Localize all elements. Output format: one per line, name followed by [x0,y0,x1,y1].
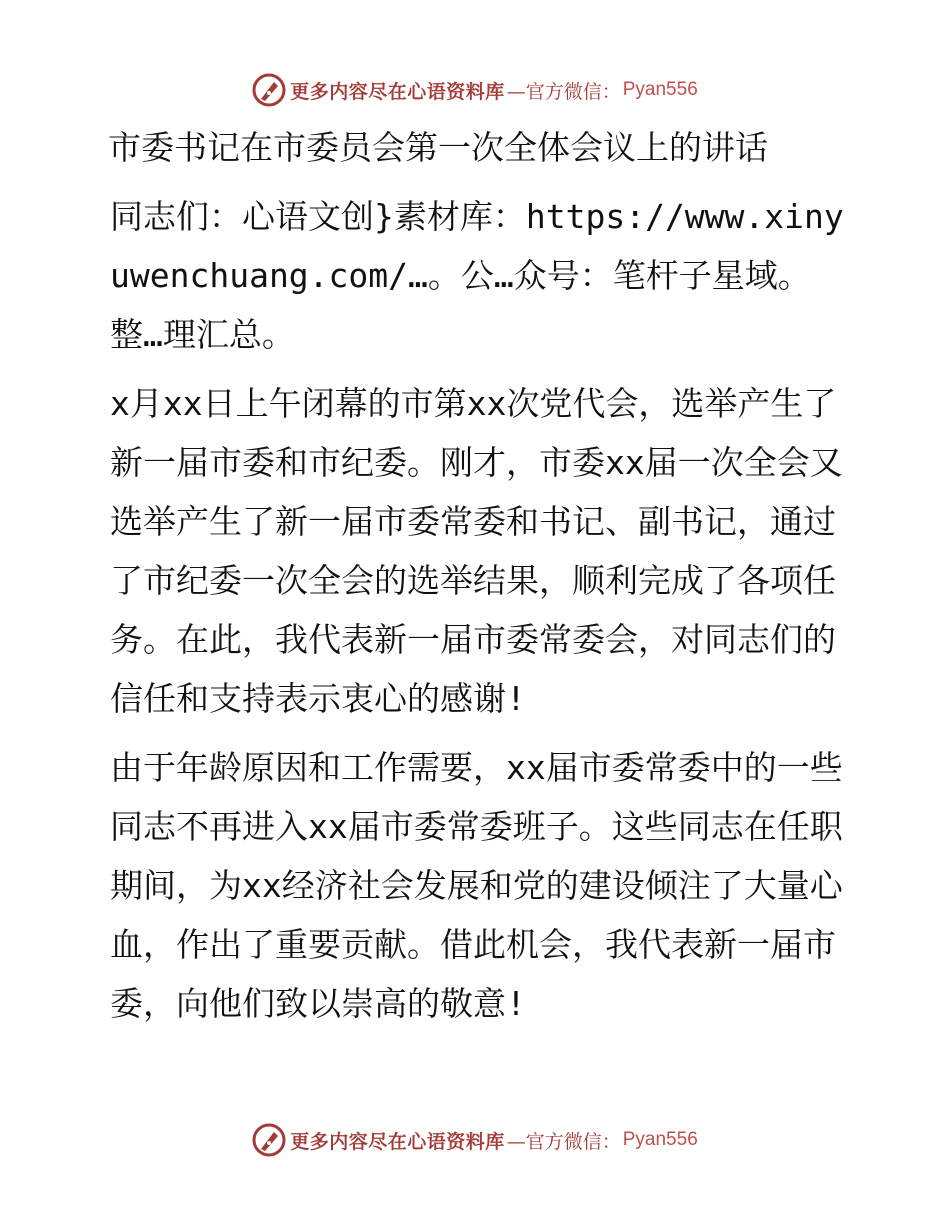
header-wechat-id: Pyan556 [622,79,698,100]
document-body [98,118,858,1043]
pen-nib-logo-icon [252,73,286,107]
footer-banner-text: 更多内容尽在心语资料库 [290,1130,505,1153]
paragraph: 由于年龄原因和工作需要，xx届市委常委中的一些同志不再进入xx届市委常委班子。这些同志在任职期间，为xx经济社会发展和党的建设倾注了大量心血，作出了重要贡献。借此机会，我代表新一届市委，向他们致以崇高的敬意! [110,748,843,1023]
document-title: 市委书记在市委员会第一次全体会议上的讲话 [108,128,768,167]
footer-wechat-id: Pyan556 [622,1129,698,1150]
footer-banner-label: —官方微信： [506,1130,621,1153]
footer-banner [0,1120,950,1160]
paragraph: 同志们：心语文创}素材库：https://www.xinyuwenchuang.com/…。公…众号：笔杆子星域。整…理汇总。 [110,197,844,354]
header-banner-label: —官方微信： [506,80,621,103]
pen-nib-logo-icon [252,1123,286,1157]
header-banner [0,70,950,110]
header-banner-text: 更多内容尽在心语资料库 [290,80,505,103]
paragraph: x月xx日上午闭幕的市第xx次党代会，选举产生了新一届市委和市纪委。刚才，市委xx届一次全会又选举产生了新一届市委常委和书记、副书记，通过了市纪委一次全会的选举结果，顺利完成了各项任务。在此，我代表新一届市委常委会，对同志们的信任和支持表示衷心的感谢! [110,384,843,718]
